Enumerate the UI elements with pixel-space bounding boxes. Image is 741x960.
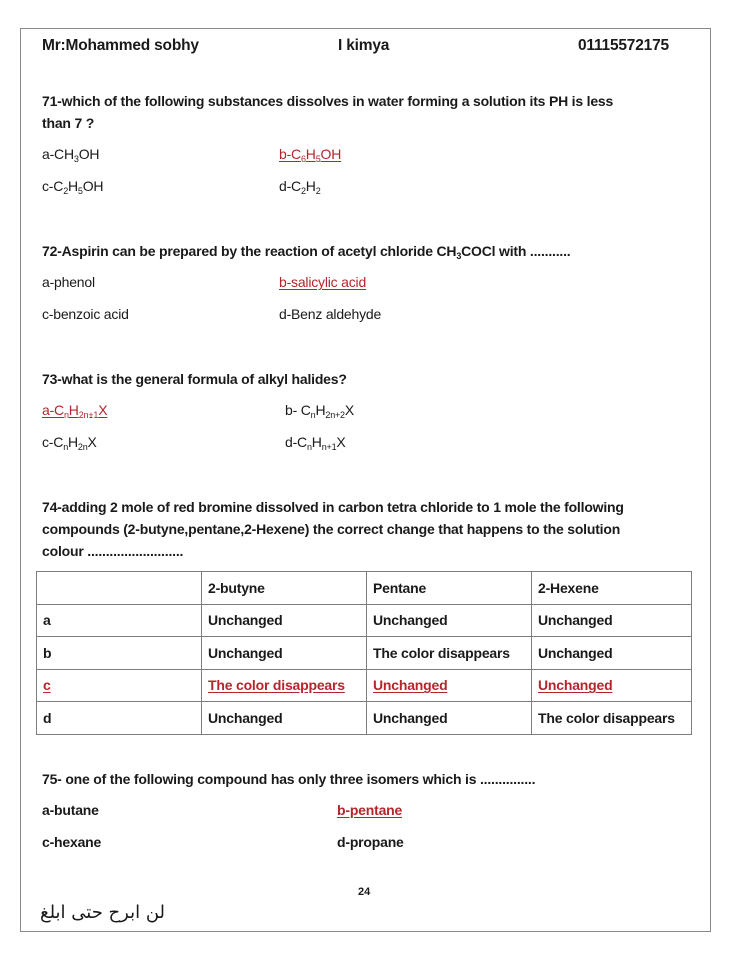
- table-header-cell: 2-Hexene: [532, 572, 692, 605]
- q71-option-a[interactable]: [42, 146, 99, 164]
- table-cell: [202, 669, 367, 702]
- q73-option-b[interactable]: [285, 402, 354, 420]
- correct-cell-text: The color disappears: [208, 677, 345, 694]
- q73-option-d[interactable]: [285, 434, 346, 452]
- q71-b-mid: H: [305, 146, 316, 162]
- q71-option-d[interactable]: [279, 178, 321, 196]
- q71-b-rest: OH: [320, 146, 342, 162]
- brand-name: I kimya: [338, 37, 390, 54]
- q73-b-rest: X: [344, 402, 355, 418]
- q73-a-prefix: a-C: [42, 402, 64, 418]
- q73-a-rest: X: [98, 402, 108, 418]
- q71-c-mid: H: [68, 178, 78, 194]
- q74-options-table: [36, 571, 692, 735]
- row-label: c: [37, 669, 202, 702]
- page-border: [20, 28, 711, 932]
- arabic-motto: لن ابرح حتى ابلغ: [40, 902, 166, 923]
- table-row[interactable]: [37, 702, 692, 735]
- table-cell: Unchanged: [532, 637, 692, 670]
- q71-b-sub2: 5: [315, 154, 321, 164]
- table-header-row: [37, 572, 692, 605]
- table-cell: Unchanged: [202, 702, 367, 735]
- table-cell: Unchanged: [367, 604, 532, 637]
- q73-c-sub1: n: [63, 442, 68, 452]
- q72-text-sub: 3: [456, 251, 462, 261]
- q71-option-b-correct[interactable]: [279, 146, 341, 164]
- q73-option-c[interactable]: [42, 434, 97, 452]
- q71-d-sub1: 2: [300, 186, 306, 196]
- q73-d-sub2: n+1: [321, 442, 337, 452]
- table-cell: Unchanged: [202, 637, 367, 670]
- question-75: 75- one of the following compound has only three isomers which is ...............: [42, 771, 536, 787]
- table-header-cell: 2-butyne: [202, 572, 367, 605]
- page-number: 24: [358, 886, 371, 898]
- q73-d-sub1: n: [306, 442, 312, 452]
- row-label: d: [37, 702, 202, 735]
- q71-c-sub1: 2: [63, 186, 68, 196]
- q73-d-rest: X: [336, 434, 346, 450]
- q71-c-sub2: 5: [77, 186, 83, 196]
- table-row-correct[interactable]: [37, 669, 692, 702]
- q73-c-prefix: c-C: [42, 434, 64, 450]
- question-71-line2: than 7 ?: [42, 115, 95, 131]
- question-72: [42, 240, 571, 267]
- q73-c-mid: H: [68, 434, 78, 450]
- q71-a-rest: OH: [78, 146, 100, 162]
- question-74-line1: 74-adding 2 mole of red bromine dissolved in carbon tetra chloride to 1 mole the following: [42, 499, 624, 515]
- q73-b-sub2: 2n+2: [325, 410, 345, 420]
- q73-c-sub2: 2n: [77, 442, 88, 452]
- question-74-line2: compounds (2-butyne,pentane,2-Hexene) the correct change that happens to the solution: [42, 521, 621, 537]
- q72-text-post: COCl with ...........: [461, 243, 571, 259]
- q73-a-sub2: 2n+1: [78, 410, 99, 420]
- row-label: a: [37, 604, 202, 637]
- q73-a-sub1: n: [63, 410, 69, 420]
- q72-text-pre: 72-Aspirin can be prepared by the reaction of acetyl chloride CH: [42, 243, 457, 259]
- q73-c-rest: X: [87, 434, 97, 450]
- question-73: 73-what is the general formula of alkyl halides?: [42, 371, 347, 387]
- table-cell: [532, 669, 692, 702]
- correct-cell-text: Unchanged: [373, 677, 448, 694]
- q72-option-a[interactable]: a-phenol: [42, 274, 95, 290]
- q75-option-b-correct[interactable]: b-pentane: [337, 802, 403, 818]
- q71-d-mid: H: [305, 178, 316, 194]
- correct-cell-text: Unchanged: [538, 677, 613, 694]
- table-cell: Unchanged: [367, 702, 532, 735]
- q72-option-c[interactable]: c-benzoic acid: [42, 306, 129, 322]
- q72-option-b-correct[interactable]: b-salicylic acid: [279, 274, 367, 290]
- question-74-line3: colour ..........................: [42, 543, 184, 559]
- table-row[interactable]: [37, 604, 692, 637]
- q75-option-d[interactable]: d-propane: [337, 834, 404, 850]
- q71-b-prefix: b-C: [279, 146, 301, 162]
- q73-b-prefix: b- C: [285, 402, 311, 418]
- table-cell: [367, 669, 532, 702]
- q73-option-a-correct[interactable]: [42, 402, 107, 420]
- row-label: b: [37, 637, 202, 670]
- q75-option-a[interactable]: a-butane: [42, 802, 99, 818]
- q72-option-d[interactable]: d-Benz aldehyde: [279, 306, 382, 322]
- q71-c-rest: OH: [82, 178, 104, 194]
- q73-a-mid: H: [68, 402, 79, 418]
- q73-d-prefix: d-C: [285, 434, 307, 450]
- q71-option-c[interactable]: [42, 178, 103, 196]
- question-71: [42, 90, 613, 134]
- phone-number: 01115572175: [578, 37, 669, 54]
- q73-b-sub1: n: [310, 410, 316, 420]
- table-cell: The color disappears: [367, 637, 532, 670]
- table-cell: Unchanged: [202, 604, 367, 637]
- q75-option-c[interactable]: c-hexane: [42, 834, 102, 850]
- teacher-name: Mr:Mohammed sobhy: [42, 37, 199, 54]
- q71-c-prefix: c-C: [42, 178, 64, 194]
- q71-d-sub2: 2: [315, 186, 321, 196]
- q71-b-sub1: 6: [300, 154, 306, 164]
- table-cell: Unchanged: [532, 604, 692, 637]
- q71-a-sub: 3: [73, 154, 79, 164]
- q71-a-prefix: a-CH: [42, 146, 74, 162]
- table-header-cell: [37, 572, 202, 605]
- q73-d-mid: H: [311, 434, 322, 450]
- q73-b-mid: H: [315, 402, 326, 418]
- table-header-cell: Pentane: [367, 572, 532, 605]
- table-cell: The color disappears: [532, 702, 692, 735]
- question-71-line1: 71-which of the following substances dissolves in water forming a solution its PH is less: [42, 93, 614, 109]
- q71-d-prefix: d-C: [279, 178, 301, 194]
- table-row[interactable]: [37, 637, 692, 670]
- question-74: [42, 496, 624, 562]
